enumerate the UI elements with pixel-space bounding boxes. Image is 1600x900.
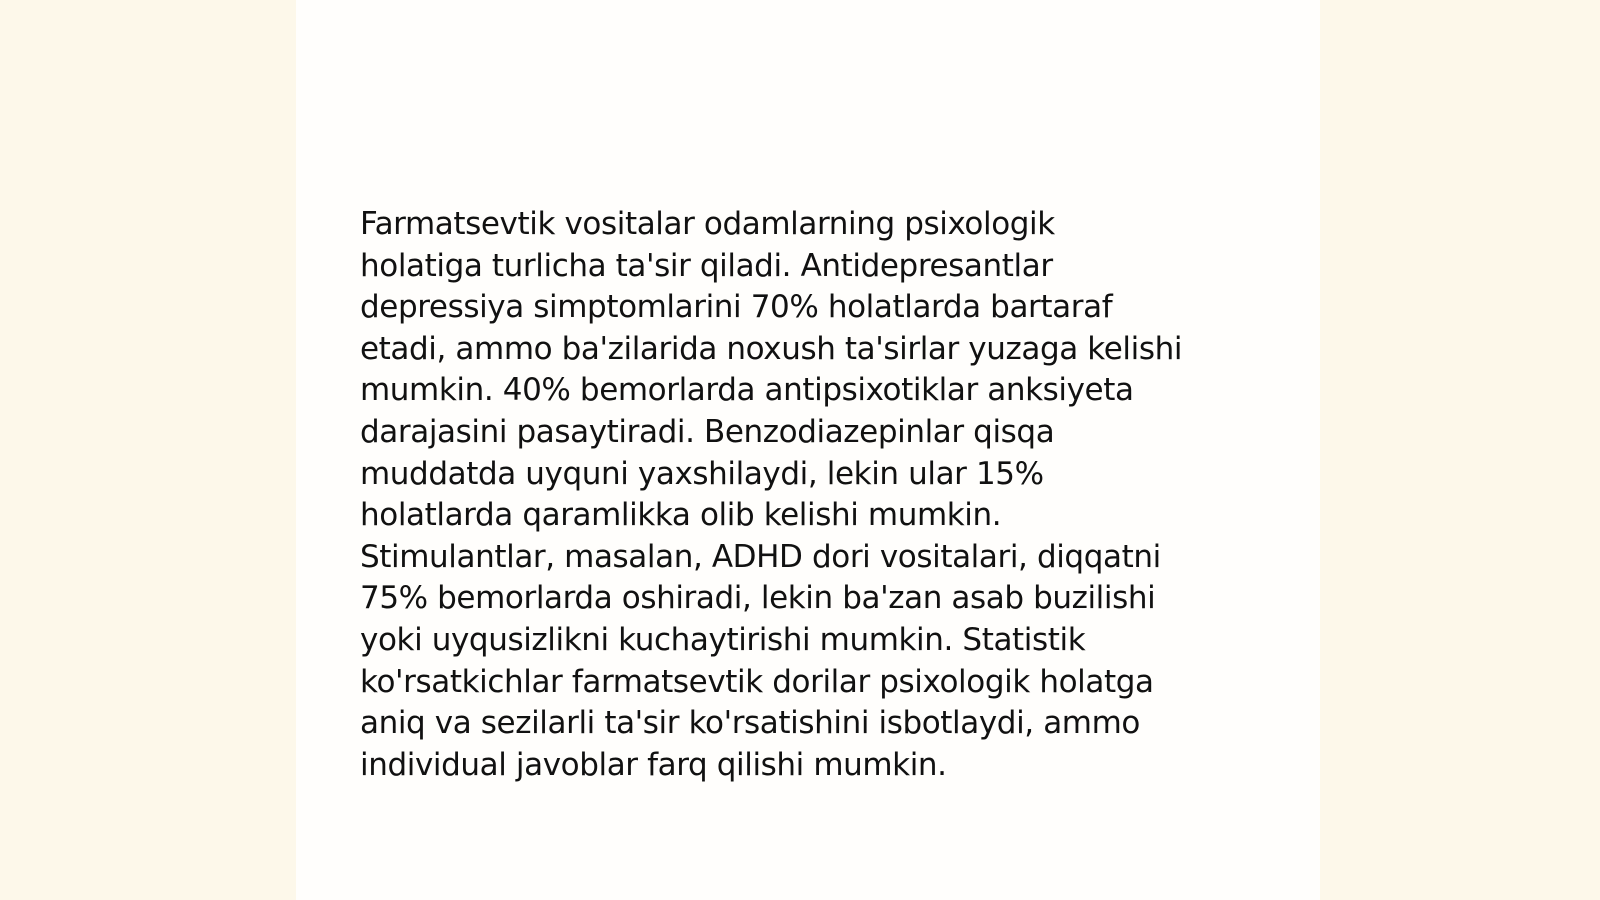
paragraph-line: Stimulantlar, masalan, ADHD dori vositalari, diqqatni <box>360 538 1161 575</box>
document-page <box>296 0 1320 900</box>
paragraph-line: depressiya simptomlarini 70% holatlarda bartaraf <box>360 289 1113 326</box>
body-paragraph <box>360 204 1260 786</box>
paragraph-line: ko'rsatkichlar farmatsevtik dorilar psixologik holatga <box>360 663 1154 700</box>
paragraph-line: holatiga turlicha ta'sir qiladi. Antidepresantlar <box>360 247 1053 284</box>
paragraph-line: muddatda uyquni yaxshilaydi, lekin ular 15% <box>360 455 1044 492</box>
paragraph-line: individual javoblar farq qilishi mumkin. <box>360 746 947 783</box>
paragraph-line: 75% bemorlarda oshiradi, lekin ba'zan asab buzilishi <box>360 580 1156 617</box>
paragraph-line: Farmatsevtik vositalar odamlarning psixologik <box>360 206 1055 242</box>
paragraph-line: darajasini pasaytiradi. Benzodiazepinlar qisqa <box>360 413 1055 450</box>
paragraph-line: holatlarda qaramlikka olib kelishi mumkin. <box>360 497 1002 534</box>
paragraph-line: mumkin. 40% bemorlarda antipsixotiklar anksiyeta <box>360 372 1134 409</box>
paragraph-line: aniq va sezilarli ta'sir ko'rsatishini isbotlaydi, ammo <box>360 705 1140 742</box>
paragraph-line: etadi, ammo ba'zilarida noxush ta'sirlar yuzaga kelishi <box>360 330 1183 367</box>
paragraph-line: yoki uyqusizlikni kuchaytirishi mumkin. Statistik <box>360 621 1086 658</box>
